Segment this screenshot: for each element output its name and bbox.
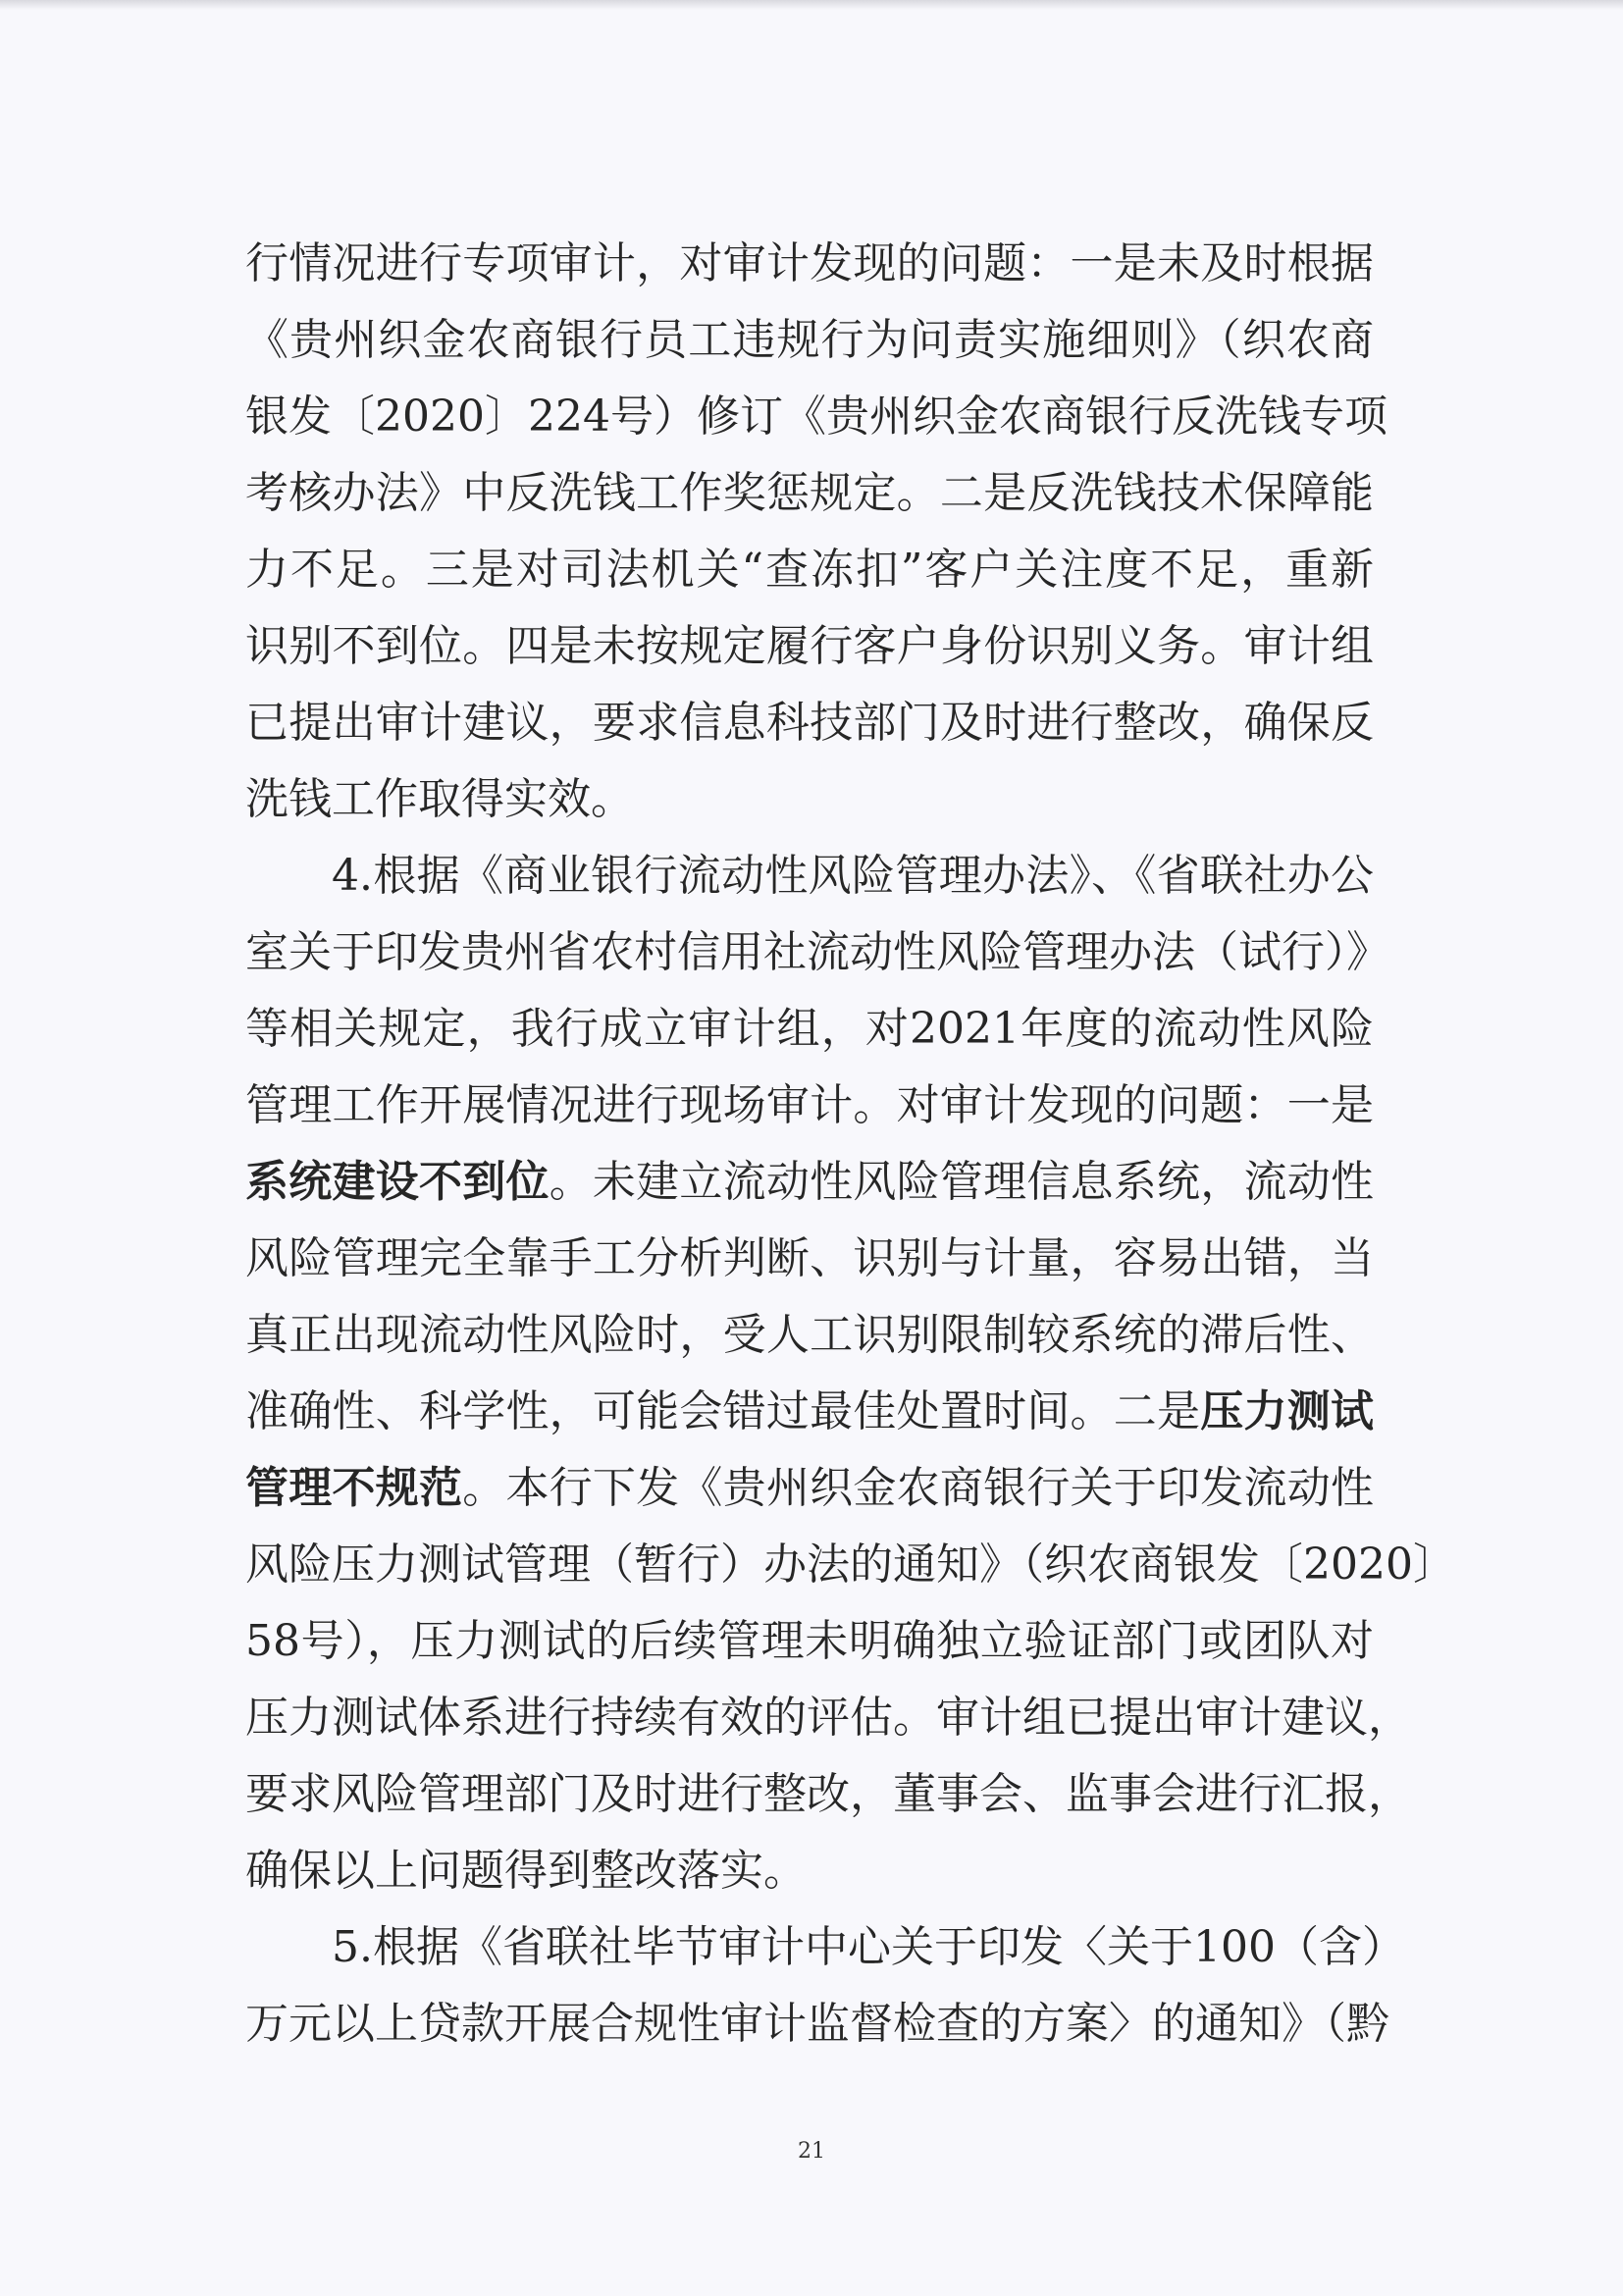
text-line: 4.根据《商业银行流动性风险管理办法》、《省联社办公 [332,851,1374,901]
text-line: 银发〔2020〕224号）修订《贵州织金农商银行反洗钱专项 [245,391,1387,442]
text-line [245,1450,1374,1527]
text-line: 真正出现流动性风险时，受人工识别限制较系统的滞后性、 [245,1310,1374,1360]
text-line: 5.根据《省联社毕节审计中心关于印发〈关于100（含） [332,1922,1405,1972]
text-line: 58号），压力测试的后续管理未明确独立验证部门或团队对 [245,1616,1374,1666]
text-line: 管理工作开展情况进行现场审计。对审计发现的问题：一是 [245,1080,1374,1130]
bold-phrase: 管理不规范 [245,1463,463,1513]
scan-edge [0,0,1623,10]
text-line [245,1374,1374,1450]
text-line: 洗钱工作取得实效。 [245,774,634,824]
bold-phrase: 系统建设不到位 [245,1157,550,1207]
text-line: 力不足。三是对司法机关“查冻扣”客户关注度不足，重新 [245,545,1374,595]
text-line: 行情况进行专项审计，对审计发现的问题：一是未及时根据 [245,238,1374,288]
text-line: 等相关规定，我行成立审计组，对2021年度的流动性风险 [245,1004,1374,1054]
text-line: 识别不到位。四是未按规定履行客户身份识别义务。审计组 [245,621,1374,671]
page-number: 21 [798,2139,825,2164]
text-line: 已提出审计建议，要求信息科技部门及时进行整改，确保反 [245,698,1374,748]
text-line [245,1144,1374,1221]
line-remainder: 。本行下发《贵州织金农商银行关于印发流动性 [462,1463,1375,1513]
line-prefix: 准确性、科学性，可能会错过最佳处置时间。二是 [245,1386,1201,1436]
text-line: 万元以上贷款开展合规性审计监督检查的方案〉的通知》（黔 [245,1999,1389,2049]
text-line: 室关于印发贵州省农村信用社流动性风险管理办法（试行）》 [245,927,1389,977]
line-remainder: 。未建立流动性风险管理信息系统，流动性 [549,1157,1375,1207]
text-line: 《贵州织金农商银行员工违规行为问责实施细则》（织农商 [245,315,1374,365]
text-line: 考核办法》中反洗钱工作奖惩规定。二是反洗钱技术保障能 [245,468,1374,518]
body-text [245,226,1456,2062]
bold-phrase: 压力测试 [1200,1386,1375,1436]
text-line: 确保以上问题得到整改落实。 [245,1846,807,1896]
text-line: 风险压力测试管理（暂行）办法的通知》（织农商银发〔2020〕 [245,1539,1456,1590]
text-line: 风险管理完全靠手工分析判断、识别与计量，容易出错，当 [245,1233,1374,1283]
text-line: 要求风险管理部门及时进行整改，董事会、监事会进行汇报， [245,1769,1411,1819]
text-line: 压力测试体系进行持续有效的评估。审计组已提出审计建议， [245,1693,1411,1743]
